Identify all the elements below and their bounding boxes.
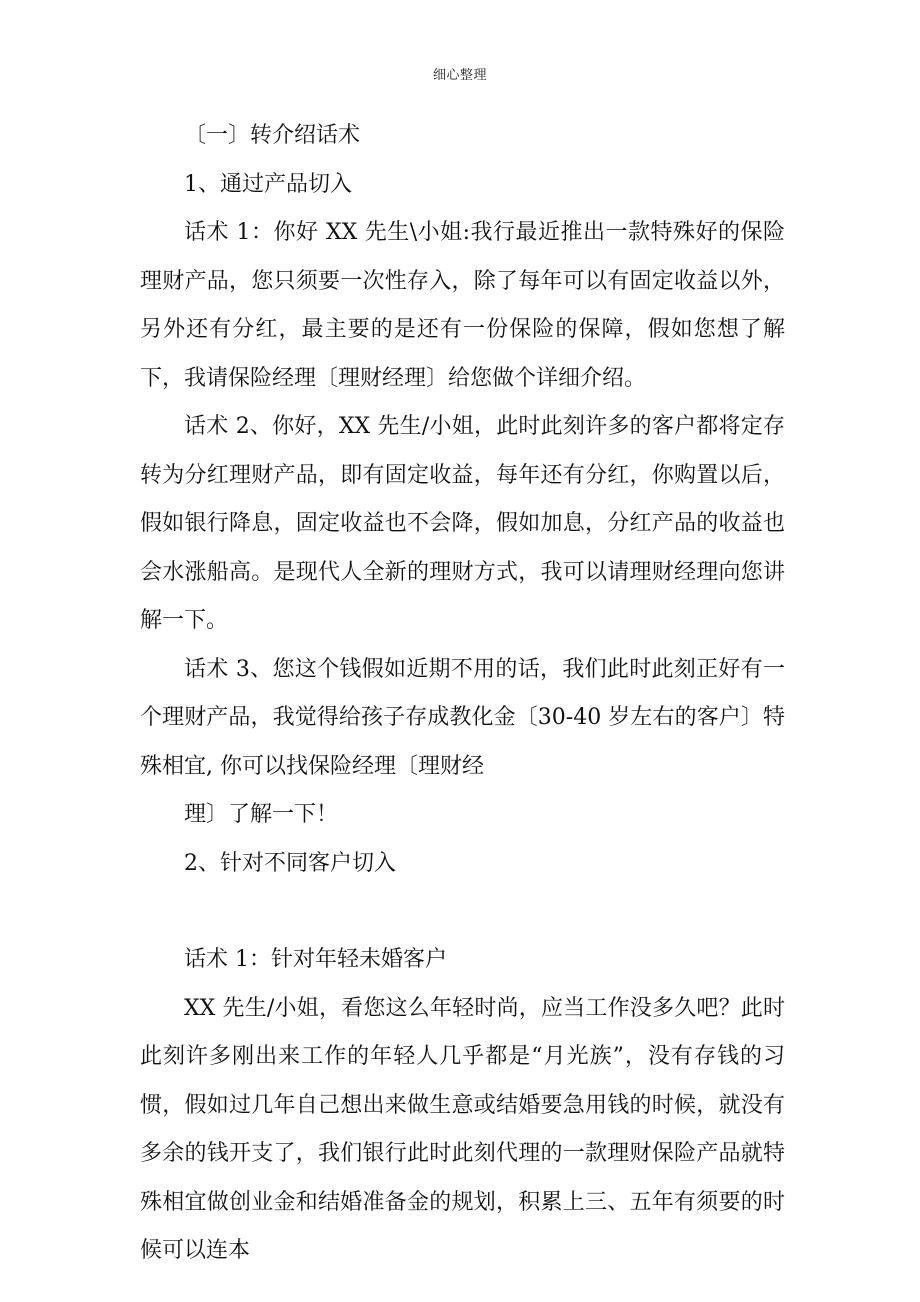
document-body (140, 112, 785, 1276)
blank-line (140, 888, 785, 936)
section-heading: 〔一〕转介绍话术 (184, 123, 361, 148)
subsection-heading: 1、通过产品切入 (184, 171, 352, 197)
script-paragraph: 话术 3、您这个钱假如近期不用的话，我们此时此刻正好有一个理财产品，我觉得给孩子存成教化金〔30-40 岁左右的客户〕特殊相宜, 你可以找保险经理〔理财经 (140, 656, 785, 779)
script-paragraph: 话术 2、你好，XX 先生/小姐，此时此刻许多的客户都将定存转为分红理财产品，即有固定收益，每年还有分红，你购置以后，假如银行降息，固定收益也不会降，假如加息，分红产品的收益也会水涨船高。是现代人全新的理财方式，我可以请理财经理向您讲解一下。 (140, 414, 785, 633)
page-header: 细心整理 (432, 68, 487, 83)
script-paragraph: 理〕了解一下！ (184, 802, 339, 827)
subsection-heading: 2、针对不同客户切入 (184, 850, 396, 876)
script-paragraph: XX 先生/小姐，看您这么年轻时尚，应当工作没多久吧？此时此刻许多刚出来工作的年轻人几乎都是“月光族”，没有存钱的习惯，假如过几年自己想出来做生意或结婚要急用钱的时候，就没有多余的钱开支了，我们银行此时此刻代理的一款理财保险产品就特殊相宜做创业金和结婚准备金的规划，积累上三、五年有须要的时候可以连本 (140, 995, 785, 1263)
script-paragraph: 话术 1：你好 XX 先生\小姐:我行最近推出一款特殊好的保险理财产品，您只须要一次性存入，除了每年可以有固定收益以外，另外还有分红，最主要的是还有一份保险的保障，假如您想了解下，我请保险经理〔理财经理〕给您做个详细介绍。 (140, 220, 785, 391)
script-heading: 话术 1：针对年轻未婚客户 (184, 947, 447, 972)
